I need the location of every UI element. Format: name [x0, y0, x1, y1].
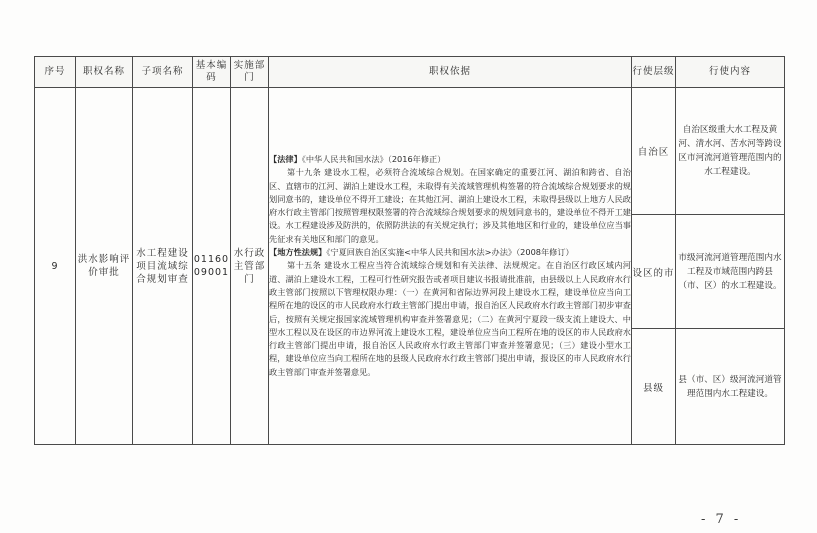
cell-basis: [269, 88, 632, 445]
cell-content-city: 市级河流河道管理范围内水工程及市域范围内跨县（市、区）的水工程建设。: [676, 215, 785, 329]
cell-level-region: 自治区: [632, 88, 676, 215]
cell-seq: 9: [35, 88, 76, 445]
table-row: [35, 88, 785, 215]
cell-level-county: 县级: [632, 329, 676, 445]
cell-power-name: 洪水影响评价审批: [76, 88, 133, 445]
cell-content-county: 县（市、区）级河流河道管理范围内水工程建设。: [676, 329, 785, 445]
table-header-row: [35, 57, 785, 88]
cell-sub-item: 水工程建设项目流域综合规划审查: [133, 88, 193, 445]
powers-table: [34, 56, 785, 445]
header-power-name: 职权名称: [76, 57, 133, 88]
header-seq: 序号: [35, 57, 76, 88]
page-number: - 7 -: [701, 512, 742, 527]
law-heading: [269, 153, 631, 166]
law-tag: 【法律】: [269, 153, 302, 164]
header-dept: 实施部门: [231, 57, 269, 88]
cell-code: 0116009001: [193, 88, 231, 445]
header-exercise-content: 行使内容: [676, 57, 785, 88]
law-text: 第十九条 建设水工程，必须符合流域综合规划。在国家确定的重要江河、湖泊和跨省、自治区、直辖市的江河、湖泊上建设水工程，未取得有关流域管理机构签署的符合流域综合规划要求的规划同意书的，建设单位不得开工建设；在其他江河、湖泊上建设水工程，未取得县级以上地方人民政府水行政主管部门按照管理权限签署的符合流域综合规划要求的规划同意书的，建设单位不得开工建设。水工程建设涉及防洪的，依照防洪法的有关规定执行；涉及其他地区和行业的，建设单位应当事先征求有关地区和部门的意见。: [269, 167, 631, 244]
law-title: 《中华人民共和国水法》（2016年修正）: [301, 153, 446, 164]
cell-level-city: 设区的市: [632, 215, 676, 329]
reg-text: 第十五条 建设水工程应当符合流域综合规划和有关法律、法规规定。在自治区行政区域内河道、湖泊上建设水工程，工程可行性研究报告或者项目建议书报请批准前，由县级以上人民政府水行政主管部门按照以下管理权限办理：（一）在黄河和省际边界河段上建设水工程，建设单位应当向工程所在地的设区的市人民政府水行政主管部门提出申请，报自治区人民政府水行政主管部门初步审查后，按照有关规定报国家流域管理机构审查并签署意见；（二）在黄河宁夏段一级支流上建设大、中型水工程以及在设区的市边界河流上建设水工程，建设单位应当向工程所在地的设区的市人民政府水行政主管部门提出申请，报自治区人民政府水行政主管部门审查并签署意见；（三）建设小型水工程，建设单位应当向工程所在地的县级人民政府水行政主管部门提出申请，报设区的市人民政府水行政主管部门审查并签署意见。: [269, 260, 631, 377]
reg-heading: [269, 246, 631, 259]
header-basis: 职权依据: [269, 57, 632, 88]
cell-content-region: 自治区级重大水工程及黄河、清水河、苦水河等跨设区市河流河道管理范围内的水工程建设。: [676, 88, 785, 215]
header-exercise-level: 行使层级: [632, 57, 676, 88]
cell-dept: 水行政主管部门: [231, 88, 269, 445]
reg-tag: 【地方性法规】: [269, 247, 327, 258]
header-code: 基本编码: [193, 57, 231, 88]
reg-title: 《宁夏回族自治区实施<中华人民共和国水法>办法》（2008年修订）: [326, 247, 574, 258]
header-sub-item: 子项名称: [133, 57, 193, 88]
